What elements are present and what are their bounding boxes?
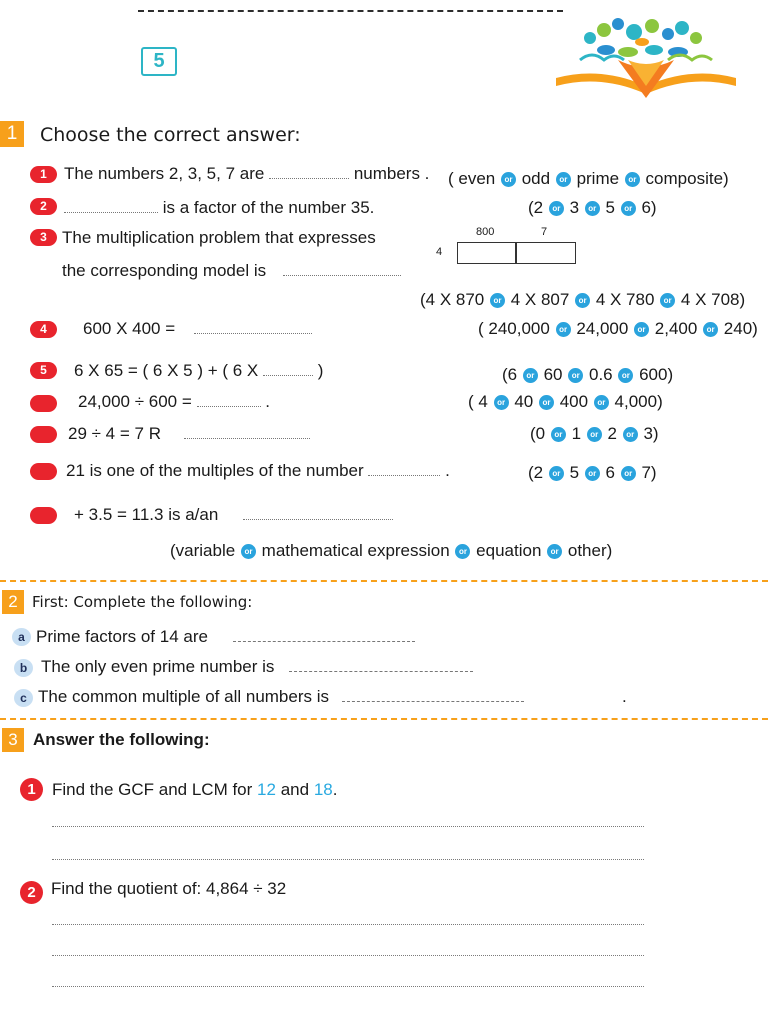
page-number-box: 5 xyxy=(141,47,177,76)
model-label-7: 7 xyxy=(541,226,548,238)
question-4-choices xyxy=(478,319,758,339)
answer-line xyxy=(52,826,644,827)
question-badge-s3-2: 2 xyxy=(20,881,43,904)
complete-item-b xyxy=(41,657,473,677)
section-3-title: Answer the following: xyxy=(33,730,210,749)
choice: (4 X 870 xyxy=(420,290,485,309)
question-1-choices xyxy=(448,169,729,189)
answer-blank xyxy=(342,688,524,702)
question-4-text: 600 X 400 = xyxy=(83,319,176,338)
section-3-number: 3 xyxy=(2,728,24,752)
choice: 60 xyxy=(543,365,563,384)
or-icon: or xyxy=(501,172,516,187)
choice: ( 4 xyxy=(468,392,488,411)
choice: 40 xyxy=(514,392,534,411)
complete-item-text: Prime factors of 14 are xyxy=(36,627,208,646)
or-icon: or xyxy=(585,201,600,216)
question-7-choices xyxy=(530,424,659,444)
answer-blank xyxy=(263,362,313,376)
choice: 400 xyxy=(559,392,589,411)
or-icon: or xyxy=(594,395,609,410)
answer-blank xyxy=(368,462,440,476)
or-icon: or xyxy=(618,368,633,383)
question-badge-7 xyxy=(30,426,57,443)
choice: prime xyxy=(576,169,620,188)
or-icon: or xyxy=(575,293,590,308)
item-badge-b: b xyxy=(14,659,33,677)
or-icon: or xyxy=(556,172,571,187)
question-9-choices xyxy=(170,541,612,561)
choice: other) xyxy=(567,541,613,560)
answer-blank xyxy=(289,658,473,672)
question-5-text-after: ) xyxy=(317,361,324,380)
item-badge-a: a xyxy=(12,628,31,646)
question-badge-4: 4 xyxy=(30,321,57,338)
answer-blank xyxy=(64,199,158,213)
choice: (2 xyxy=(528,198,544,217)
or-icon: or xyxy=(547,544,562,559)
complete-item-c xyxy=(38,687,524,707)
model-label-4: 4 xyxy=(436,246,443,258)
brand-logo xyxy=(556,8,738,104)
choice: 3) xyxy=(643,424,659,443)
choice: (variable xyxy=(170,541,236,560)
section-divider xyxy=(0,718,768,720)
question-badge-s3-1: 1 xyxy=(20,778,43,801)
question-badge-2: 2 xyxy=(30,198,57,215)
answer-line xyxy=(52,859,644,860)
answer-blank xyxy=(283,262,401,276)
choice: 3 xyxy=(569,198,580,217)
question-badge-1: 1 xyxy=(30,166,57,183)
choice: 6 xyxy=(605,463,615,482)
or-icon: or xyxy=(621,201,636,216)
or-icon: or xyxy=(568,368,583,383)
question-3-line2-text: the corresponding model is xyxy=(62,261,267,280)
question-8 xyxy=(66,461,450,481)
choice: 600) xyxy=(639,365,674,384)
or-icon: or xyxy=(585,466,600,481)
question-9 xyxy=(74,505,393,525)
or-icon: or xyxy=(539,395,554,410)
section-2-number: 2 xyxy=(2,590,24,614)
question-6 xyxy=(78,392,270,412)
section-3-question-2: Find the quotient of: 4,864 ÷ 32 xyxy=(51,879,287,898)
answer-blank xyxy=(233,628,415,642)
complete-item-a xyxy=(36,627,415,647)
choice: mathematical expression xyxy=(261,541,450,560)
question-6-text-after: . xyxy=(265,392,270,411)
or-icon: or xyxy=(455,544,470,559)
area-model-box-left xyxy=(457,242,517,264)
question-badge-5: 5 xyxy=(30,362,57,379)
model-label-800: 800 xyxy=(476,226,495,238)
or-icon: or xyxy=(241,544,256,559)
choice: (0 xyxy=(530,424,546,443)
or-icon: or xyxy=(625,172,640,187)
question-8-choices xyxy=(528,463,657,483)
or-icon: or xyxy=(490,293,505,308)
question-badge-3: 3 xyxy=(30,229,57,246)
answer-line xyxy=(52,924,644,925)
question-6-choices xyxy=(468,392,663,412)
complete-item-text: The only even prime number is xyxy=(41,657,275,676)
choice: 7) xyxy=(641,463,657,482)
or-icon: or xyxy=(494,395,509,410)
question-badge-6 xyxy=(30,395,57,412)
choice: 4 X 807 xyxy=(510,290,570,309)
answer-blank xyxy=(184,425,310,439)
choice: (6 xyxy=(502,365,518,384)
or-icon: or xyxy=(587,427,602,442)
question-6-text: 24,000 ÷ 600 = xyxy=(78,392,192,411)
question-2 xyxy=(64,198,374,218)
section-1-number: 1 xyxy=(0,121,24,147)
question-badge-8 xyxy=(30,463,57,480)
question-5 xyxy=(74,361,323,381)
or-icon: or xyxy=(549,201,564,216)
or-icon: or xyxy=(623,427,638,442)
or-icon: or xyxy=(703,322,718,337)
question-badge-9 xyxy=(30,507,57,524)
question-8-text-after: . xyxy=(445,461,450,480)
question-5-choices xyxy=(502,365,673,385)
area-model-box-right xyxy=(515,242,576,264)
question-3-line1: The multiplication problem that expresses xyxy=(62,228,376,247)
answer-line xyxy=(52,986,644,987)
question-7 xyxy=(68,424,310,444)
number-18: 18 xyxy=(313,780,333,799)
and-word: and xyxy=(280,780,310,799)
choice: 2 xyxy=(607,424,617,443)
choice: 4 X 708) xyxy=(680,290,746,309)
choice: 5 xyxy=(605,198,615,217)
or-icon: or xyxy=(549,466,564,481)
question-9-text: + 3.5 = 11.3 is a/an xyxy=(74,505,219,524)
choice: 1 xyxy=(571,424,582,443)
choice: 4,000) xyxy=(614,392,663,411)
answer-blank xyxy=(269,165,349,179)
question-1-text-after: numbers . xyxy=(353,164,430,183)
question-2-text: is a factor of the number 35. xyxy=(162,198,375,217)
section-3-question-1 xyxy=(52,780,337,800)
answer-blank xyxy=(243,506,393,520)
or-icon: or xyxy=(523,368,538,383)
top-dashed-line xyxy=(138,10,563,20)
item-badge-c: c xyxy=(14,689,33,707)
question-7-text: 29 ÷ 4 = 7 R xyxy=(68,424,161,443)
number-12: 12 xyxy=(257,780,276,799)
answer-blank xyxy=(194,320,312,334)
question-period: . xyxy=(332,780,338,799)
or-icon: or xyxy=(634,322,649,337)
or-icon: or xyxy=(551,427,566,442)
question-2-choices xyxy=(528,198,657,218)
question-1-text: The numbers 2, 3, 5, 7 are xyxy=(64,164,265,183)
choice: ( 240,000 xyxy=(478,319,550,338)
choice: equation xyxy=(476,541,542,560)
choice: 240) xyxy=(723,319,758,338)
question-text: Find the GCF and LCM for xyxy=(52,780,253,799)
question-8-text: 21 is one of the multiples of the number xyxy=(66,461,364,480)
question-5-text: 6 X 65 = ( 6 X 5 ) + ( 6 X xyxy=(74,361,259,380)
choice: (2 xyxy=(528,463,544,482)
choice: composite) xyxy=(645,169,729,188)
complete-item-text: The common multiple of all numbers is xyxy=(38,687,330,706)
question-3-choices xyxy=(420,290,745,310)
question-1 xyxy=(64,164,429,184)
or-icon: or xyxy=(660,293,675,308)
section-2-title: First: Complete the following: xyxy=(32,593,253,611)
choice: 6) xyxy=(641,198,657,217)
trailing-period: . xyxy=(622,687,627,706)
answer-blank xyxy=(197,393,261,407)
answer-line xyxy=(52,955,644,956)
choice: 5 xyxy=(569,463,580,482)
choice: ( even xyxy=(448,169,496,188)
section-1-title: Choose the correct answer: xyxy=(40,124,301,146)
choice: 2,400 xyxy=(654,319,698,338)
choice: 0.6 xyxy=(588,365,613,384)
question-4 xyxy=(83,319,312,339)
or-icon: or xyxy=(556,322,571,337)
section-divider xyxy=(0,580,768,582)
choice: 4 X 780 xyxy=(595,290,655,309)
or-icon: or xyxy=(621,466,636,481)
choice: odd xyxy=(521,169,551,188)
choice: 24,000 xyxy=(576,319,629,338)
question-3-line2 xyxy=(62,261,401,281)
